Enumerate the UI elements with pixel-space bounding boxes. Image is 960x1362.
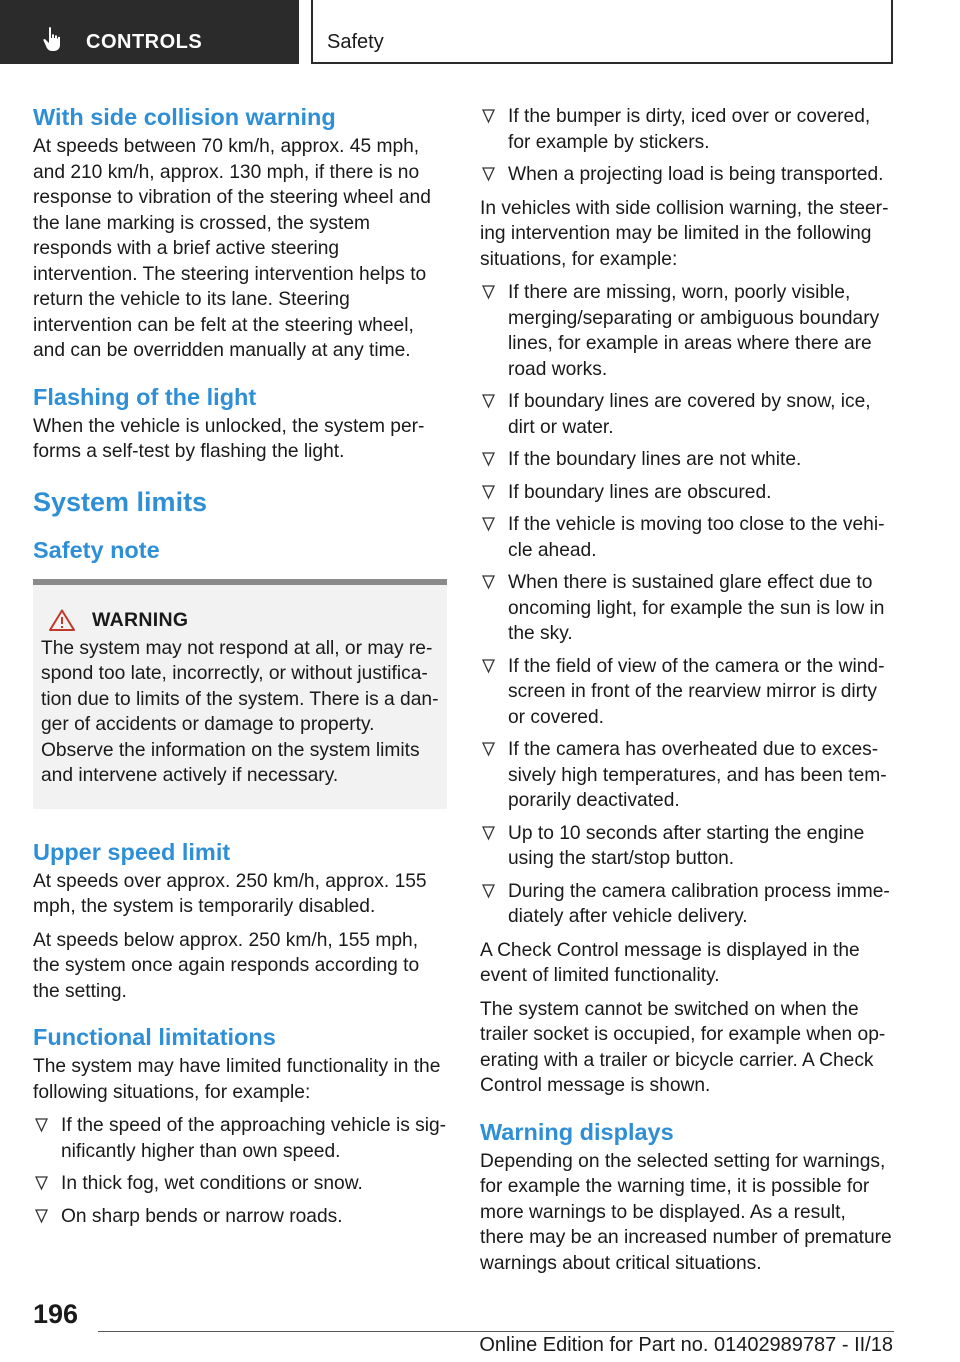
heading-upper-speed-limit: Upper speed limit (33, 838, 231, 865)
hand-pointer-icon (42, 26, 66, 52)
warning-text: The system may not respond at all, or may respond too late, incorrectly, or without justification due to limits of the system. There is a danger of accidents or damage to property. Observe the information on the system limits and intervene actively if necessary. (41, 637, 439, 786)
header-tab-label: CONTROLS (86, 31, 203, 53)
page-number: 196 (33, 1299, 79, 1329)
header-section (311, 0, 893, 64)
bullet-triangle-icon (482, 108, 495, 124)
heading-flashing-light: Flashing of the light (33, 383, 257, 410)
bullet-triangle-icon (35, 1117, 48, 1133)
paragraph: At speeds over approx. 250 km/h, approx. 155 mph, the system is temporarily disabled. (33, 870, 427, 917)
bullet-triangle-icon (482, 451, 495, 467)
list-item: If the camera has overheated due to excessively high temperatures, and has been temporarily deactivated. (480, 737, 892, 814)
warning-triangle-icon (49, 609, 75, 631)
right-column (480, 100, 892, 1284)
bullet-triangle-icon (482, 516, 495, 532)
list-item: If the bumper is dirty, iced over or covered, for example by stickers. (480, 104, 892, 155)
header-tab[interactable] (0, 0, 299, 64)
paragraph: In vehicles with side collision warning, the steering intervention may be limited in the following situations, for example: (480, 197, 889, 270)
bullet-list (480, 280, 892, 930)
list-item: If the field of view of the camera or the windscreen in front of the rearview mirror is dirty or covered. (480, 654, 892, 731)
bullet-triangle-icon (482, 883, 495, 899)
bullet-triangle-icon (482, 166, 495, 182)
heading-functional-limitations: Functional limitations (33, 1024, 276, 1050)
paragraph: When the vehicle is unlocked, the system performs a self-test by flashing the light. (33, 415, 425, 462)
warning-header (41, 609, 439, 632)
paragraph: At speeds between 70 km/h, approx. 45 mph, and 210 km/h, approx. 130 mph, if there is no response to vibration of the steering wheel and the lane marking is crossed, the system responds with a brief active steering intervention. The steering intervention helps to return the vehicle to its lane. Steering intervention can be felt at the steering wheel, and can be overridden manually at any time. (33, 136, 431, 361)
bullet-triangle-icon (482, 284, 495, 300)
paragraph: The system cannot be switched on when the trailer socket is occupied, for example when operating with a trailer or bicycle carrier. A Check Control message is shown. (480, 998, 886, 1096)
bullet-triangle-icon (482, 574, 495, 590)
paragraph: A Check Control message is displayed in the event of limited functionality. (480, 939, 860, 986)
list-item: On sharp bends or narrow roads. (33, 1204, 447, 1230)
list-item: If boundary lines are covered by snow, ice, dirt or water. (480, 389, 892, 440)
bullet-triangle-icon (35, 1208, 48, 1224)
footer-divider (98, 1331, 894, 1332)
list-item: In thick fog, wet conditions or snow. (33, 1171, 447, 1197)
heading-system-limits: System limits (33, 486, 208, 517)
list-item: If the vehicle is moving too close to the vehicle ahead. (480, 512, 892, 563)
footer-edition: Online Edition for Part no. 01402989787 - II/18 (479, 1334, 893, 1356)
heading-side-collision-warning: With side collision warning (33, 104, 336, 130)
bullet-list (480, 104, 892, 188)
list-item: If the speed of the approaching vehicle is significantly higher than own speed. (33, 1113, 447, 1164)
bullet-triangle-icon (482, 658, 495, 674)
list-item: During the camera calibration process immediately after vehicle delivery. (480, 879, 892, 930)
paragraph: Depending on the selected setting for warnings, for example the warning time, it is possible for more warnings to be displayed. As a result, there may be an increased number of premature warnings about critical situations. (480, 1150, 892, 1274)
paragraph: At speeds below approx. 250 km/h, 155 mph, the system once again responds according to the setting. (33, 929, 420, 1002)
bullet-triangle-icon (35, 1175, 48, 1191)
heading-safety-note: Safety note (33, 536, 160, 563)
list-item: Up to 10 seconds after starting the engine using the start/stop button. (480, 821, 892, 872)
header-section-label: Safety (327, 31, 384, 53)
heading-warning-displays: Warning displays (480, 1118, 674, 1145)
paragraph: The system may have limited functionality in the following situations, for example: (33, 1056, 441, 1103)
list-item: If there are missing, worn, poorly visible, merging/separating or ambiguous boundary lines, for example in areas where there are road works. (480, 280, 892, 382)
list-item: If boundary lines are obscured. (480, 480, 892, 506)
list-item: When a projecting load is being transported. (480, 162, 892, 188)
bullet-list (33, 1113, 447, 1229)
bullet-triangle-icon (482, 741, 495, 757)
bullet-triangle-icon (482, 825, 495, 841)
left-column (33, 100, 447, 1237)
bullet-triangle-icon (482, 484, 495, 500)
list-item: When there is sustained glare effect due to oncoming light, for example the sun is low in the sky. (480, 570, 892, 647)
bullet-triangle-icon (482, 393, 495, 409)
warning-title: WARNING (92, 608, 189, 631)
warning-box (33, 579, 447, 809)
list-item: If the boundary lines are not white. (480, 447, 892, 473)
